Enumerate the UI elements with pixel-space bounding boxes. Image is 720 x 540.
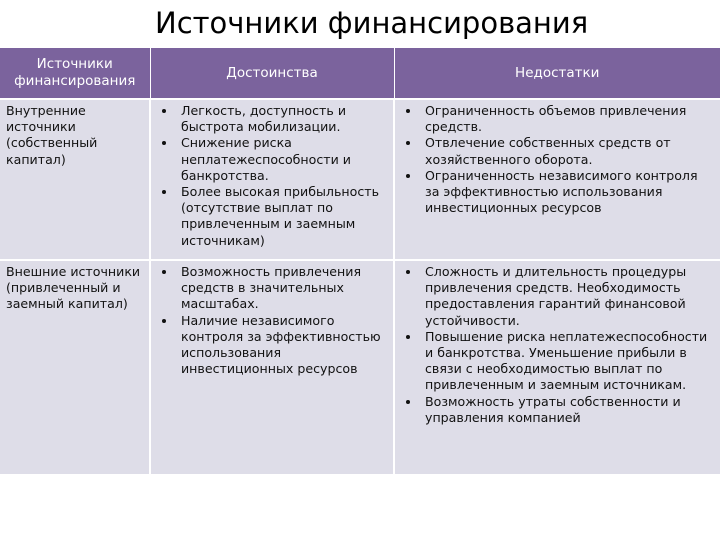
disadvantages-list (395, 103, 714, 216)
bullet-icon (406, 400, 410, 404)
bullet-icon (406, 109, 410, 113)
list-item-text: Ограниченность независимого контроля за эффективностью использования инвестиционных ресурсов (425, 167, 698, 216)
list-item (151, 264, 387, 313)
header-advantages: Достоинства (150, 48, 394, 99)
advantages-list (151, 103, 387, 249)
bullet-icon (406, 174, 410, 178)
disadvantages-list (395, 264, 714, 426)
bullet-icon (162, 190, 166, 194)
advantages-cell (150, 260, 394, 474)
list-item-text: Отвлечение собственных средств от хозяйственного оборота. (425, 135, 671, 167)
list-item-text: Повышение риска неплатежеспособности и банкротства. Уменьшение прибыли в связи с необходимостью выплат по привлеченным и заемным источникам. (425, 328, 708, 393)
list-item (395, 168, 714, 217)
list-item (151, 135, 387, 184)
list-item-text: Легкость, доступность и быстрота мобилизации. (181, 103, 347, 135)
bullet-icon (406, 335, 410, 339)
bullet-icon (406, 270, 410, 274)
header-sources: Источники финансирования (0, 48, 150, 99)
list-item (395, 394, 714, 426)
bullet-icon (162, 109, 166, 113)
list-item (151, 184, 387, 249)
list-item (151, 313, 387, 378)
bullet-icon (406, 141, 410, 145)
page-title: Источники финансирования (155, 6, 589, 40)
source-cell: Внешние источники (привлеченный и заемный капитал) (0, 260, 150, 474)
bullet-icon (162, 270, 166, 274)
list-item (395, 264, 714, 329)
table-row (0, 99, 720, 260)
header-disadvantages: Недостатки (394, 48, 720, 99)
list-item (395, 135, 714, 167)
list-item (395, 329, 714, 394)
table-header-row (0, 48, 720, 99)
list-item-text: Возможность утраты собственности и управления компанией (425, 393, 681, 425)
disadvantages-cell (394, 99, 720, 260)
source-cell: Внутренние источники (собственный капитал) (0, 99, 150, 260)
list-item-text: Ограниченность объемов привлечения средств. (425, 103, 687, 135)
bullet-icon (162, 319, 166, 323)
list-item-text: Сложность и длительность процедуры привлечения средств. Необходимость предоставления гарантий финансовой устойчивости. (425, 264, 687, 328)
bullet-icon (162, 141, 166, 145)
list-item-text: Более высокая прибыльность (отсутствие выплат по привлеченным и заемным источникам) (181, 184, 380, 248)
list-item-text: Наличие независимого контроля за эффективностью использования инвестиционных ресурсов (181, 312, 381, 377)
list-item (151, 103, 387, 135)
financing-sources-table (0, 48, 720, 474)
advantages-list (151, 264, 387, 377)
list-item-text: Возможность привлечения средств в значительных масштабах. (181, 264, 362, 312)
list-item-text: Снижение риска неплатежеспособности и банкротства. (181, 135, 351, 183)
advantages-cell (150, 99, 394, 260)
table-row (0, 260, 720, 474)
disadvantages-cell (394, 260, 720, 474)
list-item (395, 103, 714, 135)
